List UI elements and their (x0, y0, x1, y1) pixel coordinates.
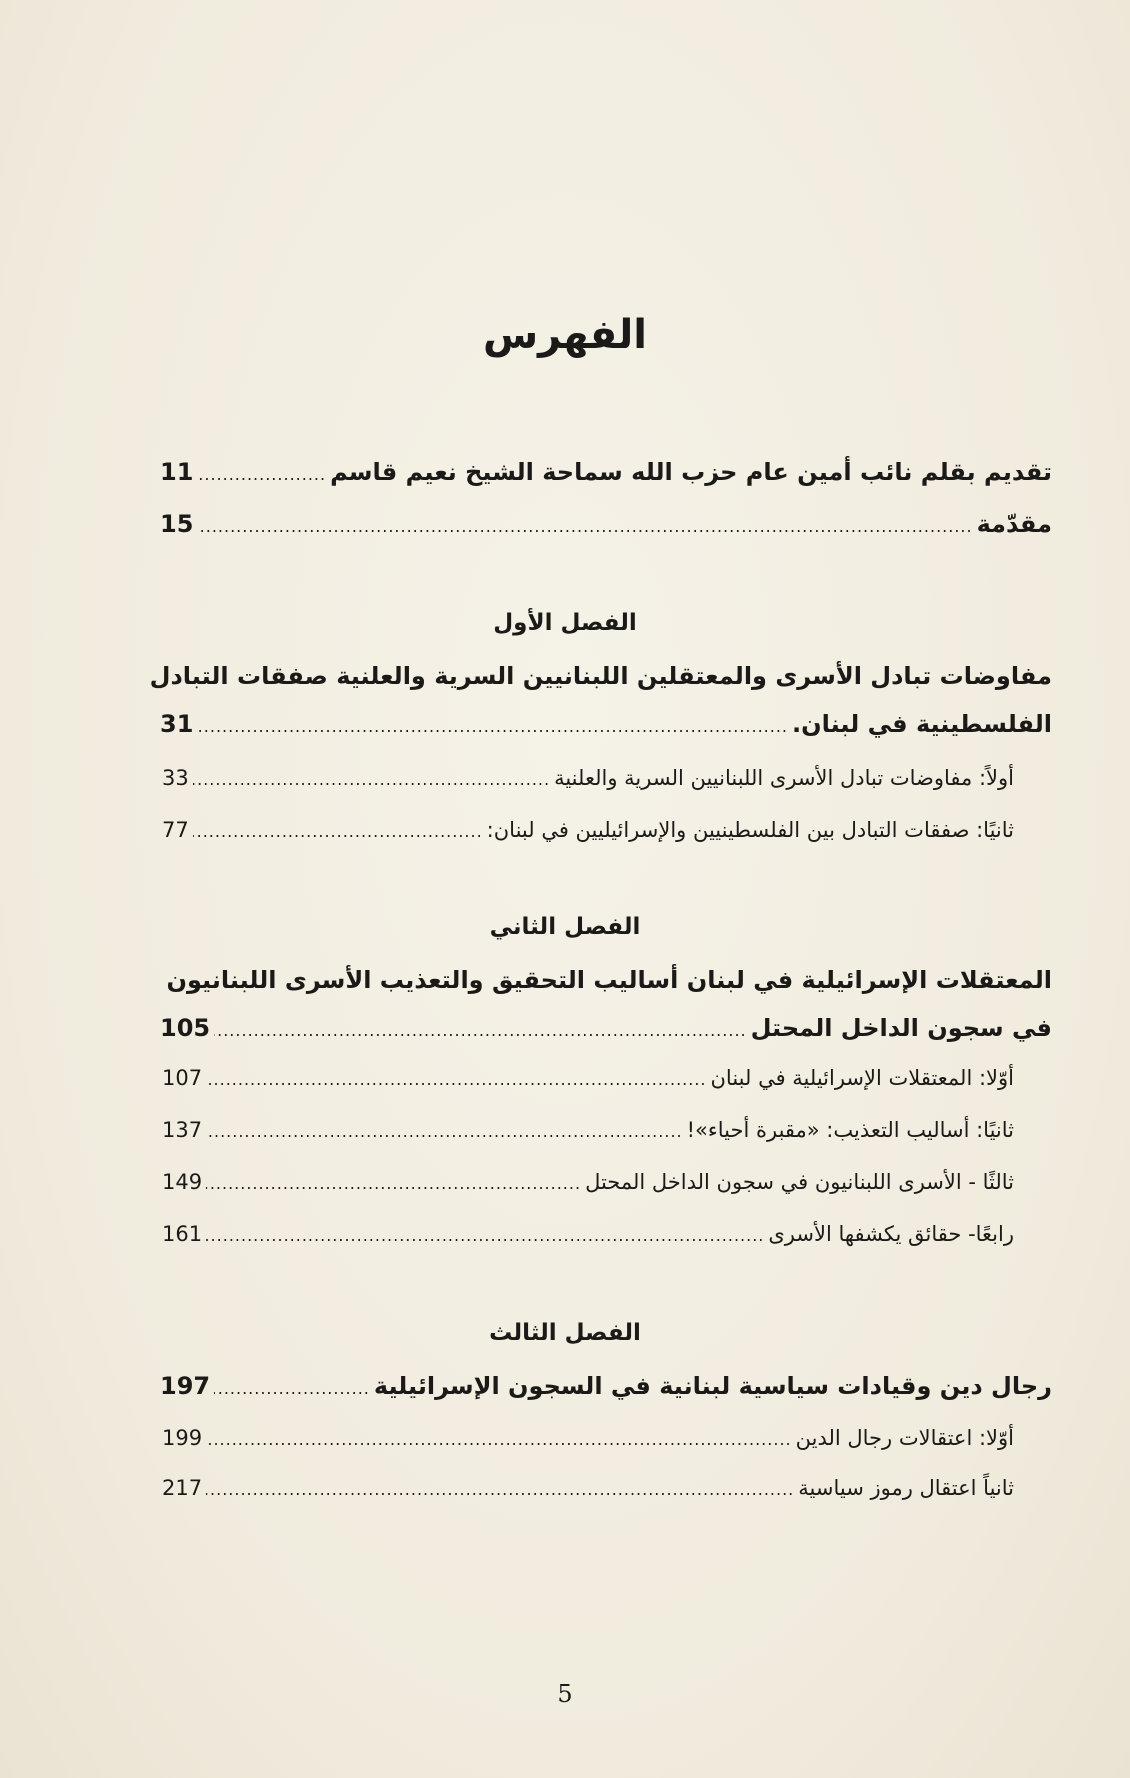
chapter-2-title-entry (160, 1014, 1052, 1042)
entry-label: رجال دين وقيادات سياسية لبنانية في السجون الإسرائيلية (373, 1372, 1052, 1400)
entry-page: 31 (160, 710, 194, 738)
entry-label: تقديم بقلم نائب أمين عام حزب الله سماحة الشيخ نعيم قاسم (330, 458, 1052, 486)
chapter-1-heading: الفصل الأول (493, 610, 637, 636)
entry-label: ثانياً اعتقال رموز سياسية (798, 1476, 1014, 1500)
dot-leader (197, 458, 326, 486)
entry-page: 107 (162, 1066, 203, 1090)
toc-entry-introduction (160, 510, 1052, 538)
entry-label: الفلسطينية في لبنان. (792, 710, 1052, 738)
dot-leader (193, 818, 483, 842)
dot-leader (197, 710, 788, 738)
entry-label: أولاً: مفاوضات تبادل الأسرى اللبنانيين السرية والعلنية (554, 766, 1014, 790)
toc-section (162, 1426, 1014, 1450)
chapter-2-title-line1: المعتقلات الإسرائيلية في لبنان أساليب التحقيق والتعذيب الأسرى اللبنانيون (166, 966, 1052, 994)
toc-section (162, 1476, 1014, 1500)
entry-page: 77 (162, 818, 189, 842)
toc-section (162, 1222, 1014, 1246)
entry-page: 15 (160, 510, 194, 538)
toc-section (162, 1170, 1014, 1194)
chapter-2-heading: الفصل الثاني (489, 914, 641, 940)
entry-page: 33 (162, 766, 189, 790)
chapter-3-title-entry (160, 1372, 1052, 1400)
dot-leader (206, 1426, 792, 1450)
dot-leader (206, 1066, 706, 1090)
entry-page: 11 (160, 458, 194, 486)
entry-page: 137 (162, 1118, 203, 1142)
chapter-1-title-entry (160, 710, 1052, 738)
entry-label: أوّلا: اعتقالات رجال الدين (795, 1426, 1014, 1450)
dot-leader (193, 766, 550, 790)
page-title: الفهرس (482, 312, 647, 358)
entry-label: ثانيًا: صفقات التبادل بين الفلسطينيين والإسرائيليين في لبنان: (486, 818, 1014, 842)
toc-entry-foreword (160, 458, 1052, 486)
dot-leader (197, 510, 972, 538)
toc-section (162, 1066, 1014, 1090)
entry-page: 199 (162, 1426, 203, 1450)
dot-leader (214, 1372, 370, 1400)
entry-page: 197 (160, 1372, 211, 1400)
dot-leader (214, 1014, 747, 1042)
toc-section (162, 1118, 1014, 1142)
toc-section (162, 818, 1014, 842)
entry-label: مقدّمة (976, 510, 1052, 538)
dot-leader (206, 1476, 794, 1500)
entry-label: ثانيًا: أساليب التعذيب: «مقبرة أحياء»! (686, 1118, 1014, 1142)
entry-label: في سجون الداخل المحتل (750, 1014, 1052, 1042)
dot-leader (206, 1118, 683, 1142)
dot-leader (206, 1170, 581, 1194)
entry-page: 217 (162, 1476, 203, 1500)
page-number: 5 (557, 1680, 573, 1708)
dot-leader (206, 1222, 764, 1246)
entry-page: 105 (160, 1014, 211, 1042)
entry-label: رابعًا- حقائق يكشفها الأسرى (768, 1222, 1014, 1246)
chapter-1-title-line1: مفاوضات تبادل الأسرى والمعتقلين اللبنانيين السرية والعلنية صفقات التبادل (149, 662, 1052, 690)
entry-label: ثالثًا - الأسرى اللبنانيون في سجون الداخل المحتل (585, 1170, 1014, 1194)
chapter-3-heading: الفصل الثالث (489, 1320, 641, 1346)
entry-page: 149 (162, 1170, 203, 1194)
entry-label: أوّلا: المعتقلات الإسرائيلية في لبنان (710, 1066, 1014, 1090)
entry-page: 161 (162, 1222, 203, 1246)
toc-section (162, 766, 1014, 790)
